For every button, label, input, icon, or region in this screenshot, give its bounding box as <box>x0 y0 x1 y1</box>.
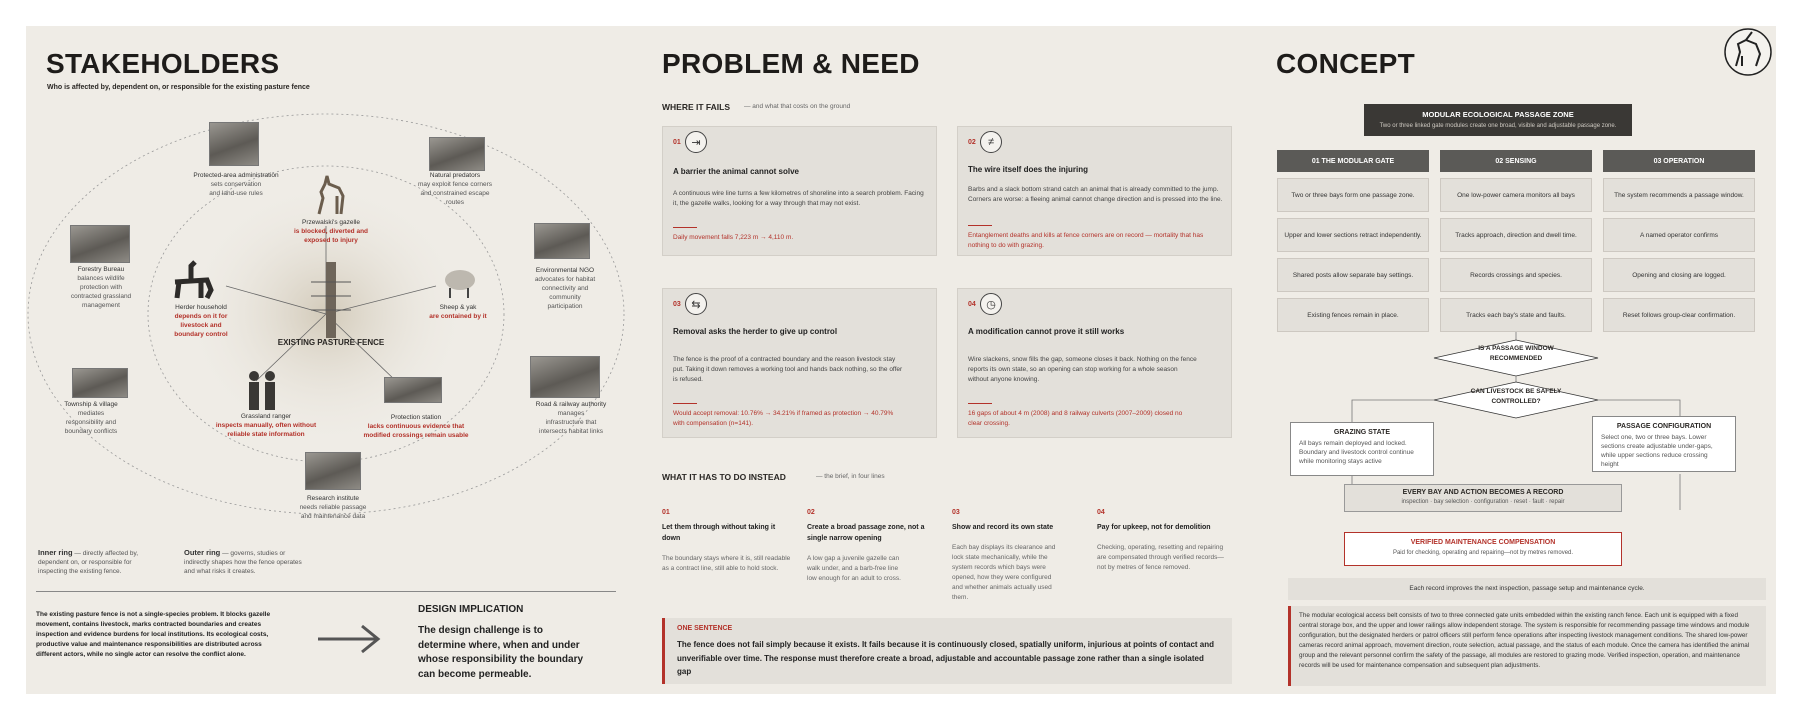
stakeholder-summary: The existing pasture fence is not a single-species problem. It blocks gazelle movement, contains livestock, marks contracted boundaries and creates inspection and evidence burdens for local institutions. Its ecological costs, productive value and maintenance responsibilities are distributed across different actors, while no single actor can resolve the conflict alone. <box>36 611 271 658</box>
sensing-item-4: Tracks each bay's state and faults. <box>1440 298 1592 332</box>
sensing-item-3: Records crossings and species. <box>1440 258 1592 292</box>
legend-outer: Outer ring — governs, studies or indirectly shapes how the fence operates and what risks it creates. <box>184 548 302 575</box>
arrow-right-icon <box>318 624 382 654</box>
problem-title: PROBLEM & NEED <box>662 48 920 79</box>
zone-banner: MODULAR ECOLOGICAL PASSAGE ZONE Two or three linked gate modules create one broad, visible and adjustable passage zone. <box>1364 104 1632 136</box>
sensing-item-2: Tracks approach, direction and dwell time. <box>1440 218 1592 252</box>
col-header-operation: 03 OPERATION <box>1603 150 1755 172</box>
decision-passage-window: IS A PASSAGE WINDOW RECOMMENDED <box>1478 345 1554 362</box>
implication-text: The design challenge is to determine where, when and under whose responsibility the boundary can become permeable. <box>418 625 584 680</box>
poster-board <box>26 26 1776 694</box>
decision-livestock: CAN LIVESTOCK BE SAFELY CONTROLLED? <box>1470 388 1562 405</box>
instead-title: WHAT IT HAS TO DO INSTEAD <box>662 472 786 482</box>
grazing-state-box: GRAZING STATE All bays remain deployed and locked. Boundary and livestock control continue while monitoring stays active <box>1290 422 1434 476</box>
node-forestry: Forestry Bureau balances wildlife protection with contracted grassland management <box>70 266 132 309</box>
node-railway: Road & railway authority manages infrastructure that intersects habitat links <box>535 401 607 435</box>
horse-rider-icon <box>171 260 215 300</box>
stakeholders-subtitle: Who is affected by, dependent on, or responsible for the existing pasture fence <box>47 84 310 91</box>
village-photo <box>72 368 128 398</box>
node-research: Research institute needs reliable passage and maintenance data <box>299 495 367 520</box>
legend-inner: Inner ring — directly affected by, dependent on, or responsible for inspecting the existing fence. <box>38 548 139 575</box>
brief-4: 04 Pay for upkeep, not for demolition Checking, operating, resetting and repairing are compensated through verified records—not by metres of fence removed. <box>1097 509 1224 571</box>
station-photo <box>384 377 442 403</box>
predator-photo <box>429 137 485 171</box>
forest-photo <box>70 225 130 263</box>
divider <box>36 591 616 592</box>
node-ranger: Grassland ranger inspects manually, often without reliable state information <box>215 413 317 438</box>
operation-item-3: Opening and closing are logged. <box>1603 258 1755 292</box>
gate-item-3: Shared posts allow separate bay settings. <box>1277 258 1429 292</box>
concept-description: The modular ecological access belt consists of two to three connected gate units embedded within the existing ranch fence. Each unit is equipped with a fixed central storage box, and the upper and lower railings allow independent storage. The system is responsible for recommending passage time windows and module configuration, but the designated herders or patrol officers still perform fence operations after inspecting livestock management conditions. The shared low-power cameras record animal approach, movement direction, route selection, actual passage, and the status of each module. Once the camera has identified the animal group and the relevant personnel confirm the safety of the passage, all modules are restored to grazing mode. Verified inspection, operation, and maintenance records will be used for maintenance compensation and subsequent plan adjustments. <box>1288 606 1766 686</box>
fails-subtitle: — and what that costs on the ground <box>744 103 851 110</box>
stakeholders-title: STAKEHOLDERS <box>46 48 280 79</box>
node-sheep: Sheep & yak are contained by it <box>429 304 487 320</box>
problem-card-4: 04 ◷ A modification cannot prove it still works Wire slackens, snow fills the gap, someone closes it back. Nothing on the fence reports its own state, so an opening can stop working for a whole season without anyone knowing. 16 gaps of about 4 m (2008) and 8 railway culverts (2007–2009) closed no clear crossing. <box>957 288 1232 438</box>
not-equal-icon: ≠ <box>980 131 1002 153</box>
node-admin: Protected-area administration sets conservation and land-use rules <box>193 172 279 197</box>
brief-1: 01 Let them through without taking it down The boundary stays where it is, still readable as a contract line, still able to hold stock. <box>662 509 791 572</box>
gazelle-emblem-icon <box>1722 26 1774 78</box>
record-box: EVERY BAY AND ACTION BECOMES A RECORD inspection · bay selection · configuration · reset · fault · repair <box>1344 484 1622 512</box>
col-header-gate: 01 THE MODULAR GATE <box>1277 150 1429 172</box>
problem-card-2: 02 ≠ The wire itself does the injuring Barbs and a slack bottom strand catch an animal that is already committed to the jump. Corners are worse: a fleeing animal cannot change direction and is pressed into the line. Entanglement deaths and kills at fence corners are on record — mortality that has nothing to do with grazing. <box>957 126 1232 256</box>
fails-title: WHERE IT FAILS <box>662 102 730 112</box>
problem-card-1: 01 ⇥ A barrier the animal cannot solve A continuous wire line turns a few kilometres of shoreline into a search problem. Facing it, the gazelle walks, looking for a way through that may not exist. Daily movement falls 7,223 m → 4,110 m. <box>662 126 937 256</box>
node-predators: Natural predators may exploit fence corners and constrained escape routes <box>417 172 493 206</box>
node-township: Township & village mediates responsibility and boundary conflicts <box>64 401 118 435</box>
gate-item-4: Existing fences remain in place. <box>1277 298 1429 332</box>
fence-post-icon <box>311 262 351 342</box>
gazelle-figure-icon <box>313 174 349 216</box>
cycle-note: Each record improves the next inspection, passage setup and maintenance cycle. <box>1288 578 1766 600</box>
gate-item-1: Two or three bays form one passage zone. <box>1277 178 1429 212</box>
gate-item-2: Upper and lower sections retract independently. <box>1277 218 1429 252</box>
compensation-box: VERIFIED MAINTENANCE COMPENSATION Paid for checking, operating and repairing—not by metres removed. <box>1344 532 1622 566</box>
node-station: Protection station lacks continuous evidence that modified crossings remain usable <box>363 414 469 439</box>
brief-2: 02 Create a broad passage zone, not a single narrow opening A low gap a juvenile gazelle can walk under, and a barb-free line low enough for an adult to cross. <box>807 509 925 582</box>
ngo-photo <box>534 223 590 259</box>
implication-title: DESIGN IMPLICATION <box>418 604 524 615</box>
sensing-item-1: One low-power camera monitors all bays <box>1440 178 1592 212</box>
node-herder: Herder household depends on it for livestock and boundary control <box>174 304 228 338</box>
admin-building-photo <box>209 122 259 166</box>
concept-title: CONCEPT <box>1276 48 1415 79</box>
node-ngo: Environmental NGO advocates for habitat connectivity and community participation <box>534 267 596 310</box>
exchange-icon: ⇆ <box>685 293 707 315</box>
problem-card-3: 03 ⇆ Removal asks the herder to give up control The fence is the proof of a contracted boundary and the reason livestock stay put. Taking it down removes a working tool and hands back nothing, so the offer is refused. Would accept removal: 10.76% → 34.21% if framed as protection → 40.79% with compensation (n=141). <box>662 288 937 438</box>
instead-subtitle: — the brief, in four lines <box>816 473 885 480</box>
research-building-photo <box>305 452 361 490</box>
gauge-icon: ◷ <box>980 293 1002 315</box>
node-gazelle: Przewalski's gazelle is blocked, diverted and exposed to injury <box>293 219 369 244</box>
barrier-icon: ⇥ <box>685 131 707 153</box>
operation-item-4: Reset follows group-clear confirmation. <box>1603 298 1755 332</box>
center-label: EXISTING PASTURE FENCE <box>277 338 385 347</box>
passage-config-box: PASSAGE CONFIGURATION Select one, two or three bays. Lower sections create adjustable under-gaps, while upper sections reduce crossing height <box>1592 416 1736 472</box>
sheep-icon <box>442 264 480 300</box>
operation-item-2: A named operator confirms <box>1603 218 1755 252</box>
operation-item-1: The system recommends a passage window. <box>1603 178 1755 212</box>
col-header-sensing: 02 SENSING <box>1440 150 1592 172</box>
one-sentence-box: ONE SENTENCE The fence does not fail simply because it exists. It fails because it is continuously closed, spatially uniform, injurious at points of contact and unverifiable over time. The response must therefore create a broad, adjustable and accountable passage zone rather than a single isolated gap <box>662 618 1232 684</box>
railway-photo <box>530 356 600 398</box>
rangers-icon <box>240 368 284 412</box>
brief-3: 03 Show and record its own state Each bay displays its clearance and lock state mechanically, while the system records which bays were opened, how they were configured and whether animals actually used them. <box>952 509 1056 601</box>
